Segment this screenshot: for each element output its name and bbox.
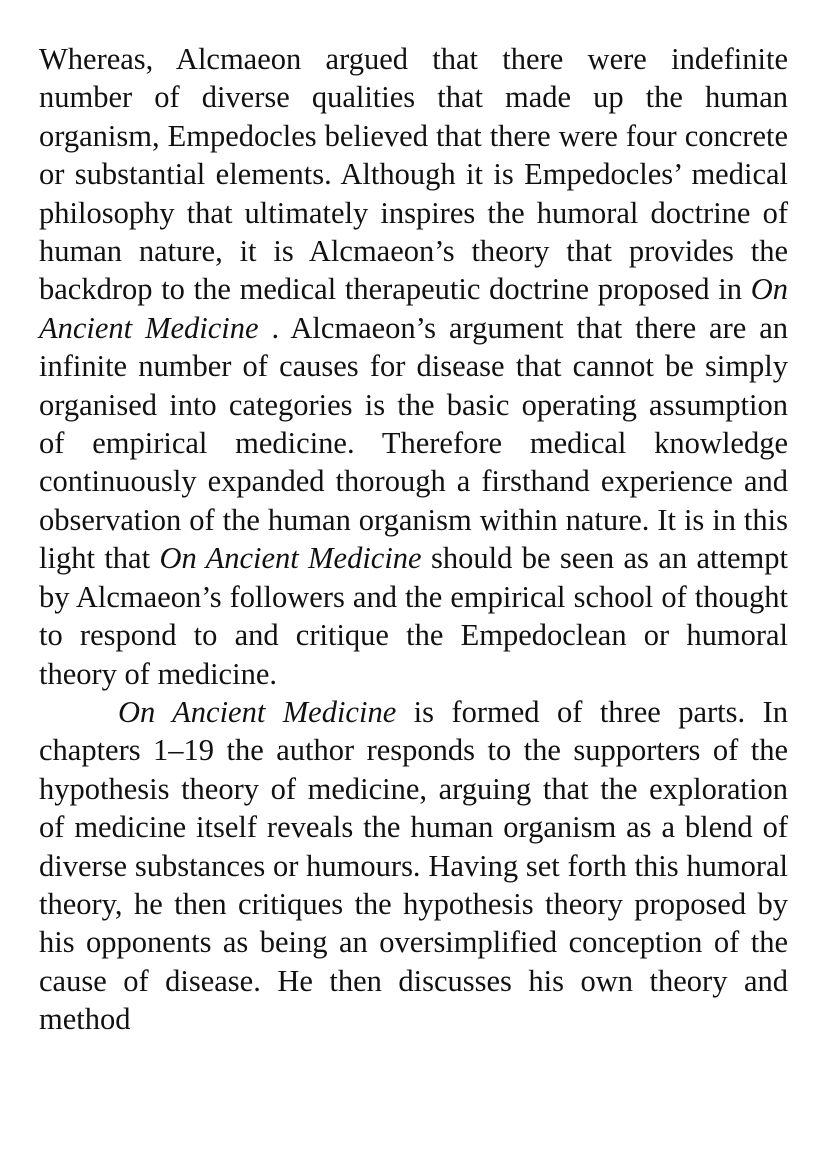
book-title: On Ancient Medicine (118, 694, 397, 729)
book-title: On Ancient Medicine (159, 541, 422, 576)
paragraph-1-text-2: . Alcmaeon’s argument that there are an infinite number of causes for disease that cannot be simply organised into categories is the basic operating assumption of empirical medicine. Therefore medical knowledge continuously expanded thorough a firsthand experience and observation of the human organism within nature. It is in this light that (39, 310, 788, 576)
paragraph-1-text-3: should be seen as an attempt by Alcmaeon’s followers and the empirical school of thought to respond to and critique the Empedoclean or humoral theory of medicine. (39, 541, 788, 691)
paragraph-1-text-1: Whereas, Alcmaeon argued that there were indefinite number of diverse qualities that made up the human organism, Empedocles believed that there were four concrete or substantial elements. Although it is Empedocles’ medical philosophy that ultimately inspires the humoral doctrine of human nature, it is Alcmaeon’s theory that provides the backdrop to the medical therapeutic doctrine proposed in (39, 42, 788, 307)
book-title: On Ancient Medicine (39, 272, 788, 345)
paragraph-2-text-1: is formed of three parts. In chapters 1–19 the author responds to the supporters of the hypothesis theory of medicine, arguing that the exploration of medicine itself reveals the human organism as a blend of diverse substances or humours. Having set forth this humoral theory, he then critiques the hypothesis theory proposed by his opponents as being an oversimplified conception of the cause of disease. He then discusses his own theory and method (39, 694, 788, 1037)
paragraph-1 (39, 40, 788, 693)
paragraph-2 (39, 693, 788, 1039)
document-page (39, 40, 788, 1039)
